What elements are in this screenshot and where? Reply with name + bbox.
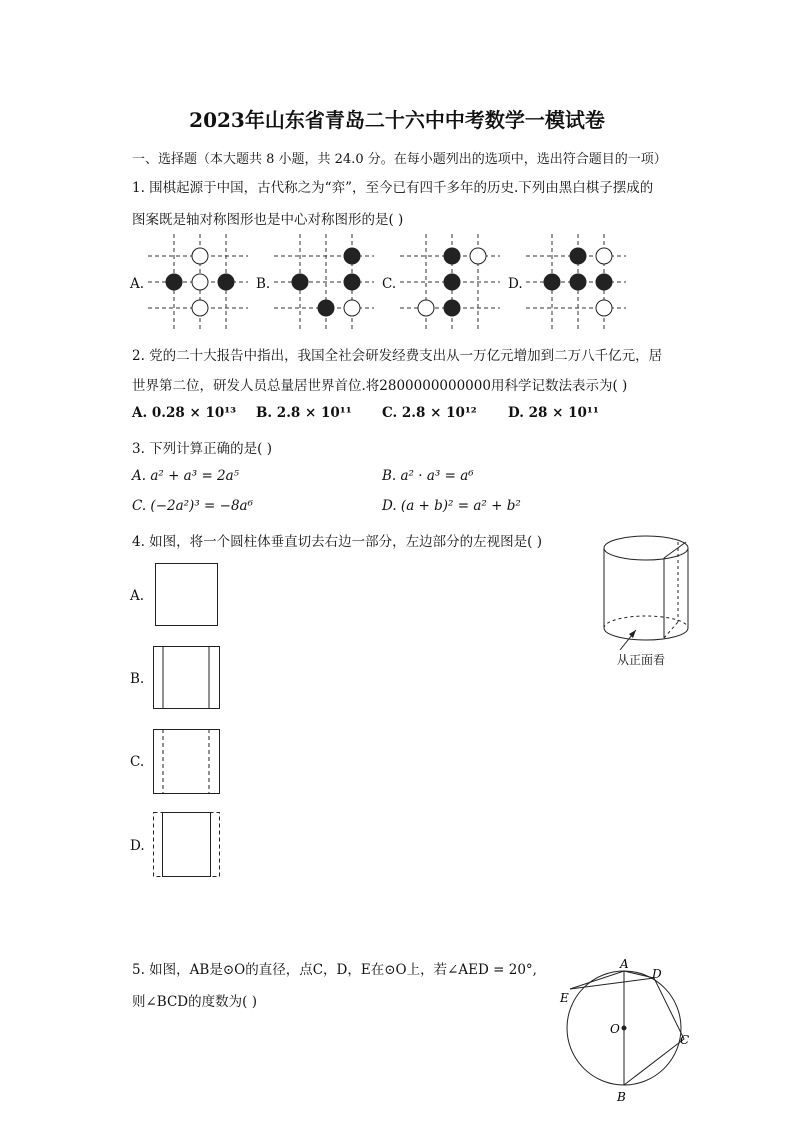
q1-option-b-label: B. xyxy=(256,276,271,292)
q4-option-c-figure xyxy=(153,729,221,795)
q3-option-c: C. (−2a²)³ = −8a⁶ xyxy=(132,498,253,514)
q4-option-a-label: A. xyxy=(130,588,145,604)
q4-line1: 4. 如图，将一个圆柱体垂直切去右边一部分，左边部分的左视图是( ) xyxy=(132,534,542,550)
q1-line1: 1. 围棋起源于中国，古代称之为“弈”，至今已有四千多年的历史.下列由黑白棋子摆成的 xyxy=(132,180,654,196)
q2-option-d: D. 28 × 10¹¹ xyxy=(508,405,599,421)
q5-label-d: D xyxy=(652,967,662,981)
q4-option-d-label: D. xyxy=(130,838,145,854)
q4-option-b-label: B. xyxy=(130,671,145,687)
q5-circle-figure xyxy=(556,958,706,1108)
q1-figure-d xyxy=(526,234,626,330)
q1-option-a-label: A. xyxy=(130,276,145,292)
q2-line2: 世界第二位，研发人员总量居世界首位.将2800000000000用科学记数法表示为( ) xyxy=(132,378,628,394)
q5-label-b: B xyxy=(617,1090,626,1104)
q4-cylinder-figure xyxy=(600,530,700,650)
q3-line1: 3. 下列计算正确的是( ) xyxy=(132,441,272,457)
q4-option-b-figure xyxy=(153,646,221,710)
q4-option-c-label: C. xyxy=(130,754,145,770)
q5-label-a: A xyxy=(620,957,629,971)
q3-option-b: B. a² · a³ = a⁶ xyxy=(382,468,474,484)
exam-title: 2023年山东省青岛二十六中中考数学一模试卷 xyxy=(189,108,605,132)
q4-option-d-figure xyxy=(153,812,221,878)
q1-figure-a xyxy=(148,234,248,330)
q4-figure-caption: 从正面看 xyxy=(617,653,666,667)
q5-label-c: C xyxy=(680,1033,690,1047)
q2-line1: 2. 党的二十大报告中指出，我国全社会研发经费支出从一万亿元增加到二万八千亿元，居 xyxy=(132,348,663,364)
q1-line2: 图案既是轴对称图形也是中心对称图形的是( ) xyxy=(132,212,404,228)
q1-figure-b xyxy=(274,234,374,330)
q2-option-a: A. 0.28 × 10¹³ xyxy=(132,405,237,421)
q5-label-e: E xyxy=(560,991,569,1005)
q3-option-a: A. a² + a³ = 2a⁵ xyxy=(132,468,240,484)
q2-option-c: C. 2.8 × 10¹² xyxy=(382,405,477,421)
q1-option-c-label: C. xyxy=(382,276,397,292)
q2-option-b: B. 2.8 × 10¹¹ xyxy=(256,405,352,421)
q1-option-d-label: D. xyxy=(508,276,523,292)
q5-line1: 5. 如图，AB是⊙O的直径，点C，D，E在⊙O上，若∠AED = 20°, xyxy=(132,962,537,978)
q5-line2: 则∠BCD的度数为( ) xyxy=(132,994,257,1010)
section-heading: 一、选择题（本大题共 8 小题，共 24.0 分。在每小题列出的选项中，选出符合题目的一项） xyxy=(132,152,667,167)
q1-figure-c xyxy=(400,234,500,330)
q4-option-a-figure xyxy=(155,563,219,627)
q3-option-d: D. (a + b)² = a² + b² xyxy=(382,498,521,514)
q5-label-o: O xyxy=(610,1022,620,1036)
